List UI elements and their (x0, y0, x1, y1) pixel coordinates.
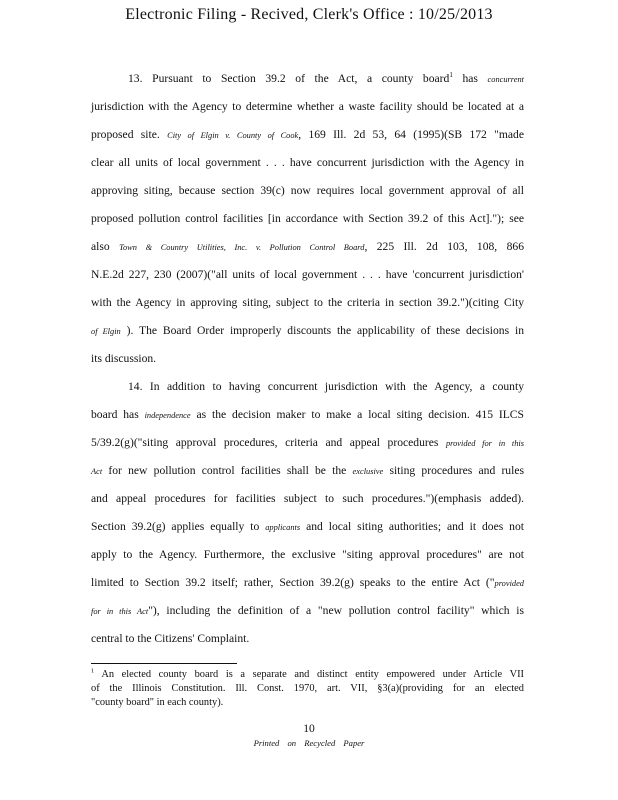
text-line: also Town & Country Utilities, Inc. v. Pollution Control Board, 225 Ill. 2d 103, 108, 866 (91, 240, 524, 253)
footnote-divider (91, 663, 237, 664)
page-number: 10 (303, 722, 315, 735)
text-line: proposed site. City of Elgin v. County of Cook, 169 Ill. 2d 53, 64 (1995)(SB 172 "made (91, 128, 524, 141)
text-line: limited to Section 39.2 itself; rather, Section 39.2(g) speaks to the entire Act ("provided (91, 576, 524, 589)
text-line: with the Agency in approving siting, subject to the criteria in section 39.2.")(citing City (91, 296, 524, 309)
footnote-marker: 1 (449, 71, 453, 80)
footnote-line: $^1$ An elected county board is a separate and distinct entity empowered under Article VII (91, 667, 524, 680)
footnote-marker: 1 (91, 667, 95, 675)
text-line: apply to the Agency. Furthermore, the exclusive "siting approval procedures" are not (91, 548, 524, 561)
text-line: 5/39.2(g)("siting approval procedures, criteria and appeal procedures provided for in this (91, 436, 524, 449)
footnote-line: of the Illinois Constitution. Ill. Const. 1970, art. VII, §3(a)(providing for an elected (91, 683, 524, 694)
text-line: its discussion. (91, 352, 157, 365)
text-line: Act for new pollution control facilities shall be the exclusive siting procedures and rules (91, 464, 524, 477)
text-line: Section 39.2(g) applies equally to applicants and local siting authorities; and it does not (91, 520, 524, 533)
text-line: N.E.2d 227, 230 (2007)("all units of local government . . . have 'concurrent jurisdiction' (91, 268, 524, 281)
text-line: proposed pollution control facilities [in accordance with Section 39.2 of this Act]."); see (91, 212, 524, 225)
text-line: approving siting, because section 39(c) now requires local government approval of all (91, 184, 524, 197)
text-line: and appeal procedures for facilities subject to such procedures.")(emphasis added). (91, 492, 524, 505)
text-line: central to the Citizens' Complaint. (91, 632, 250, 645)
text-line: clear all units of local government . . . have concurrent jurisdiction with the Agency in (91, 156, 524, 169)
text-line: jurisdiction with the Agency to determine whether a waste facility should be located at a (91, 100, 524, 113)
text-line: for in this Act"), including the definition of a "new pollution control facility" which is (91, 604, 524, 617)
text-line: board has independence as the decision maker to make a local siting decision. 415 ILCS (91, 408, 524, 421)
filing-stamp-header: Electronic Filing - Recived, Clerk's Office : 10/25/2013 (125, 6, 493, 23)
text-line: 13. Pursuant to Section 39.2 of the Act, a county board$^1$ has concurrent (128, 71, 524, 85)
footnote-line: "county board" in each county). (91, 697, 224, 708)
text-line: of Elgin ). The Board Order improperly discounts the applicability of these decisions in (91, 324, 524, 337)
text-line: 14. In addition to having concurrent jurisdiction with the Agency, a county (128, 380, 524, 393)
printed-on-recycled-paper: Printed on Recycled Paper (253, 738, 365, 748)
